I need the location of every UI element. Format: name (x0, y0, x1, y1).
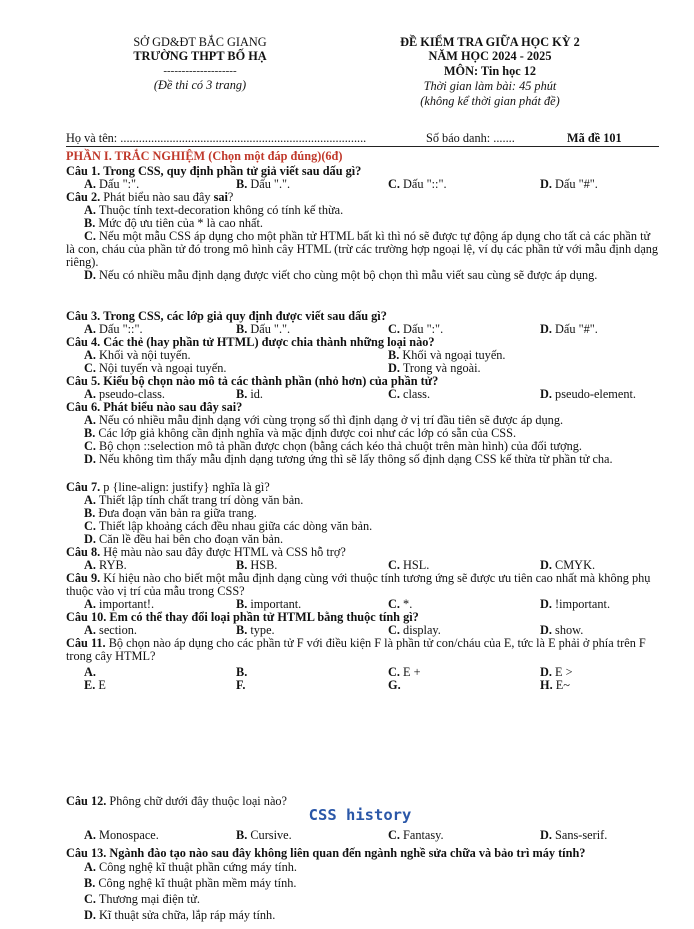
q1-option-a: A. Dấu ":". (84, 177, 140, 191)
q3-option-b: B. Dấu ".". (236, 322, 291, 336)
question-7: Câu 7. p {line-align: justify} nghĩa là gì? (66, 480, 270, 494)
q9-option-b: B. important. (236, 597, 302, 611)
q7-option-c: C. Thiết lập khoảng cách đều nhau giữa các dòng văn bản. (84, 519, 373, 533)
q6-option-b: B. Các lớp giả không cần định nghĩa và mặc định được coi như các lớp có sẵn của CSS. (84, 426, 517, 440)
q10-option-b: B. type. (236, 623, 275, 637)
q11-option-b: B. (236, 665, 248, 679)
q8-option-a: A. RYB. (84, 558, 127, 572)
school-year: NĂM HỌC 2024 - 2025 (428, 49, 552, 63)
q2-option-b: B. Mức độ ưu tiên của * là cao nhất. (84, 216, 263, 230)
dept-name: SỞ GD&ĐT BẮC GIANG (133, 35, 267, 49)
q11-option-e: E. E (84, 678, 106, 692)
question-11: Câu 11. Bộ chọn nào áp dụng cho các phần tử F với điều kiện F là phần tử con/cháu của E, tức là E phải ở phía trên F trong cây HTML? (66, 636, 646, 663)
q10-option-d: D. show. (540, 623, 584, 637)
q12-option-d: D. Sans-serif. (540, 828, 608, 842)
q8-option-d: D. CMYK. (540, 558, 596, 572)
exam-code: Mã đề 101 (567, 131, 622, 145)
question-9: Câu 9. Kí hiệu nào cho biết một mẫu định dạng cùng với thuộc tính tương ứng sẽ được ưu tiên cao nhất mà không phụ thuộc vào vị trí của mẫu trong CSS? (66, 571, 651, 598)
q2-option-d: D. Nếu có nhiều mẫu định dạng được viết cho cùng một bộ chọn thì mẫu viết sau cùng sẽ được áp dụng. (84, 268, 598, 282)
q4-option-a: A. Khối và nội tuyến. (84, 348, 191, 362)
q3-option-c: C. Dấu ":". (388, 322, 444, 336)
q6-option-c: C. Bộ chọn ::selection mô tả phần được chọn (bằng cách kéo thả chuột trên màn hình) của đối tượng. (84, 439, 582, 453)
subject: MÔN: Tin học 12 (443, 64, 537, 78)
q13-option-a: A. Công nghệ kĩ thuật phần cứng máy tính. (84, 860, 297, 874)
q3-option-a: A. Dấu "::". (84, 322, 143, 336)
q6-option-d: D. Nếu không tìm thấy mẫu định dạng tương ứng thì sẽ lấy thông số định dạng CSS kế thừa từ phần tử cha. (84, 452, 613, 466)
q9-option-a: A. important!. (84, 597, 155, 611)
exam-title: ĐỀ KIỂM TRA GIỮA HỌC KỲ 2 (400, 35, 580, 49)
time-note: (không kể thời gian phát đề) (420, 94, 560, 108)
q11-option-g: G. (388, 678, 401, 692)
q13-option-c: C. Thương mại điện tử. (84, 892, 200, 906)
q7-option-a: A. Thiết lập tính chất trang trí dòng văn bản. (84, 493, 304, 507)
q5-option-b: B. id. (236, 387, 263, 401)
q5-option-c: C. class. (388, 387, 431, 401)
font-sample: CSS history (308, 806, 412, 824)
q3-option-d: D. Dấu "#". (540, 322, 598, 336)
q12-option-c: C. Fantasy. (388, 828, 444, 842)
question-2: Câu 2. Phát biểu nào sau đây sai? (66, 190, 234, 204)
question-5: Câu 5. Kiểu bộ chọn nào mô tả các thành phần (nhỏ hơn) của phần tử? (66, 374, 439, 388)
q5-option-a: A. pseudo-class. (84, 387, 165, 401)
q1-option-d: D. Dấu "#". (540, 177, 598, 191)
exam-time: Thời gian làm bài: 45 phút (423, 79, 557, 93)
q8-option-b: B. HSB. (236, 558, 278, 572)
q1-number: Câu 1. (66, 164, 101, 178)
q7-option-b: B. Đưa đoạn văn bản ra giữa trang. (84, 506, 257, 520)
header-dashes: -------------------- (163, 65, 237, 77)
q8-option-c: C. HSL. (388, 558, 430, 572)
q5-option-d: D. pseudo-element. (540, 387, 636, 401)
q11-option-d: D. E > (540, 665, 573, 679)
q11-option-a: A. (84, 665, 96, 679)
question-13: Câu 13. Ngành đào tạo nào sau đây không liên quan đến ngành nghề sửa chữa và bảo trì máy tính? (66, 846, 586, 860)
q11-option-c: C. E + (388, 665, 421, 679)
q9-option-c: C. *. (388, 597, 413, 611)
question-10: Câu 10. Em có thể thay đổi loại phần tử HTML bằng thuộc tính gì? (66, 610, 419, 624)
q7-option-d: D. Căn lề đều hai bên cho đoạn văn bản. (84, 532, 284, 546)
q2-option-a: A. Thuộc tính text-decoration không có tính kế thừa. (84, 203, 344, 217)
q4-option-c: C. Nội tuyến và ngoại tuyến. (84, 361, 227, 375)
q6-option-a: A. Nếu có nhiều mẫu định dạng với cùng trọng số thì định dạng ở vị trí đầu tiên sẽ được áp dụng. (84, 413, 564, 427)
question-12: Câu 12. Phông chữ dưới đây thuộc loại nào? (66, 794, 288, 808)
school-name: TRƯỜNG THPT BỐ HẠ (133, 49, 267, 63)
q1-text: Trong CSS, quy định phần tử giả viết sau dấu gì? (103, 164, 362, 178)
q13-option-d: D. Kĩ thuật sửa chữa, lắp ráp máy tính. (84, 908, 276, 922)
q12-option-b: B. Cursive. (236, 828, 292, 842)
q1-option-c: C. Dấu "::". (388, 177, 447, 191)
q9-option-d: D. !important. (540, 597, 611, 611)
q4-option-b: B. Khối và ngoại tuyến. (388, 348, 506, 362)
question-3: Câu 3. Trong CSS, các lớp giả quy định được viết sau dấu gì? (66, 309, 387, 323)
q13-option-b: B. Công nghệ kĩ thuật phần mềm máy tính. (84, 876, 297, 890)
q11-option-h: H. E~ (540, 678, 570, 692)
q11-option-f: F. (236, 678, 246, 692)
question-8: Câu 8. Hệ màu nào sau đây được HTML và CSS hỗ trợ? (66, 545, 346, 559)
student-id-field: Số báo danh: ....... (426, 131, 515, 145)
q10-option-a: A. section. (84, 623, 137, 637)
q12-option-a: A. Monospace. (84, 828, 159, 842)
page-count: (Đề thi có 3 trang) (153, 78, 247, 92)
q1-option-b: B. Dấu ".". (236, 177, 291, 191)
section-title: PHẦN I. TRẮC NGHIỆM (Chọn một đáp đúng)(6đ) (66, 149, 343, 163)
divider (66, 146, 659, 147)
q2-option-c: C. Nếu một mẫu CSS áp dụng cho một phần tử HTML bất kì thì nó sẽ được tự động áp dụng cho tất cả các phần tử là con, cháu của phần tử đó trong mô hình cây HTML (trừ các trường hợp ngoại lệ, ví dụ các phần tử với mẫu định dạng riêng). (66, 229, 659, 269)
q10-option-c: C. display. (388, 623, 441, 637)
question-6: Câu 6. Phát biểu nào sau đây sai? (66, 400, 243, 414)
student-name-field: Họ và tên: ................................................................................ (66, 131, 367, 145)
q4-option-d: D. Trong và ngoài. (388, 361, 481, 375)
question-4: Câu 4. Các thẻ (hay phần tử HTML) được chia thành những loại nào? (66, 335, 435, 349)
